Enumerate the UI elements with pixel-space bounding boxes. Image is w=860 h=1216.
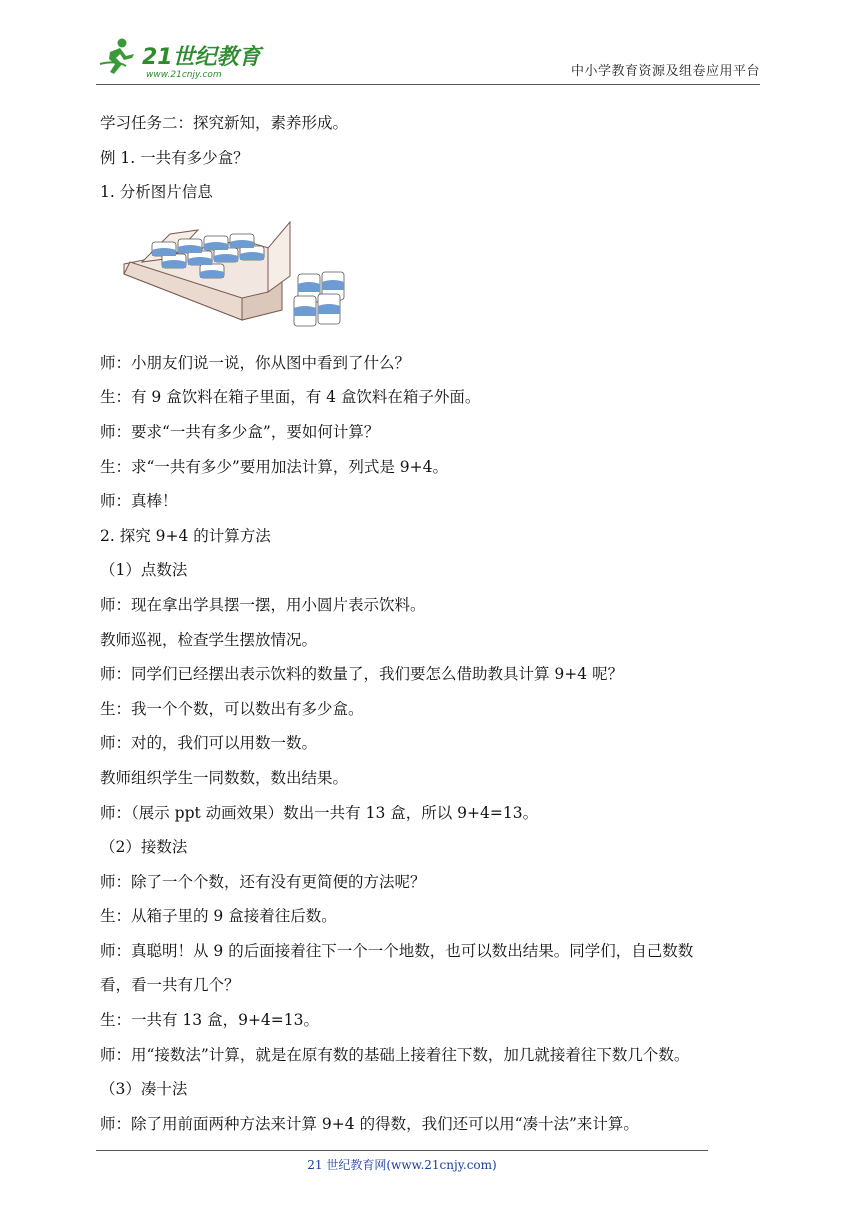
dialogue-line: 师：要求“一共有多少盒”，要如何计算？ (100, 422, 380, 441)
site-logo (96, 34, 266, 80)
page-header (96, 28, 760, 86)
dialogue-line: 生：有 9 盒饮料在箱子里面，有 4 盒饮料在箱子外面。 (100, 388, 481, 407)
dialogue-line: 师：同学们已经摆出表示饮料的数量了，我们要怎么借助教具计算 9+4 呢？ (100, 665, 624, 684)
method-heading: （1）点数法 (100, 561, 188, 580)
dialogue-line: 生：一共有 13 盒，9+4=13。 (100, 1011, 319, 1030)
dialogue-line: 师：对的，我们可以用数一数。 (100, 734, 318, 753)
drink-box-image (122, 212, 362, 340)
dialogue-line-continued: 看，看一共有几个？ (100, 976, 240, 995)
dialogue-line: 生：从箱子里的 9 盒接着往后数。 (100, 907, 337, 926)
dialogue-line: 生：我一个个数，可以数出有多少盒。 (100, 699, 364, 718)
logo-url: www.21cnjy.com (146, 70, 222, 80)
dialogue-line: 师：现在拿出学具摆一摆，用小圆片表示饮料。 (100, 595, 426, 614)
drink-box-illustration (100, 212, 772, 350)
example-title: 例 1. 一共有多少盒？ (100, 148, 249, 167)
dialogue-line: 生：求“一共有多少”要用加法计算，列式是 9+4。 (100, 457, 448, 476)
dialogue-line: 师：用“接数法”计算，就是在原有数的基础上接着往下数，加几就接着往下数几个数。 (100, 1045, 690, 1064)
dialogue-line: 师：除了用前面两种方法来计算 9+4 的得数，我们还可以用“凑十法”来计算。 (100, 1114, 639, 1133)
logo-text: 21世纪教育 (142, 45, 261, 70)
footer-link[interactable]: 21 世纪教育网(www.21cnjy.com) (307, 1158, 497, 1172)
dialogue-line: 师：小朋友们说一说，你从图中看到了什么？ (100, 353, 411, 372)
platform-title: 中小学教育资源及组卷应用平台 (570, 64, 760, 79)
dialogue-line: 师：真聪明！从 9 的后面接着往下一个一个地数，也可以数出结果。同学们，自己数数 (100, 941, 694, 960)
dialogue-line: 师：除了一个个数，还有没有更简便的方法呢？ (100, 872, 426, 891)
narration-line: 教师巡视，检查学生摆放情况。 (100, 630, 318, 649)
dialogue-line: 师：（展示 ppt 动画效果）数出一共有 13 盒，所以 9+4=13。 (100, 803, 539, 822)
narration-line: 教师组织学生一同数数，数出结果。 (100, 768, 349, 787)
section-heading: 2. 探究 9+4 的计算方法 (100, 526, 271, 545)
method-heading: （2）接数法 (100, 838, 188, 857)
dialogue-line: 师：真棒！ (100, 492, 178, 511)
task-heading: 学习任务二：探究新知，素养形成。 (100, 114, 349, 132)
footer-divider (96, 1150, 708, 1151)
document-body (100, 112, 772, 1147)
section-heading: 1. 分析图片信息 (100, 183, 213, 202)
header-divider (96, 84, 760, 85)
method-heading: （3）凑十法 (100, 1080, 188, 1099)
